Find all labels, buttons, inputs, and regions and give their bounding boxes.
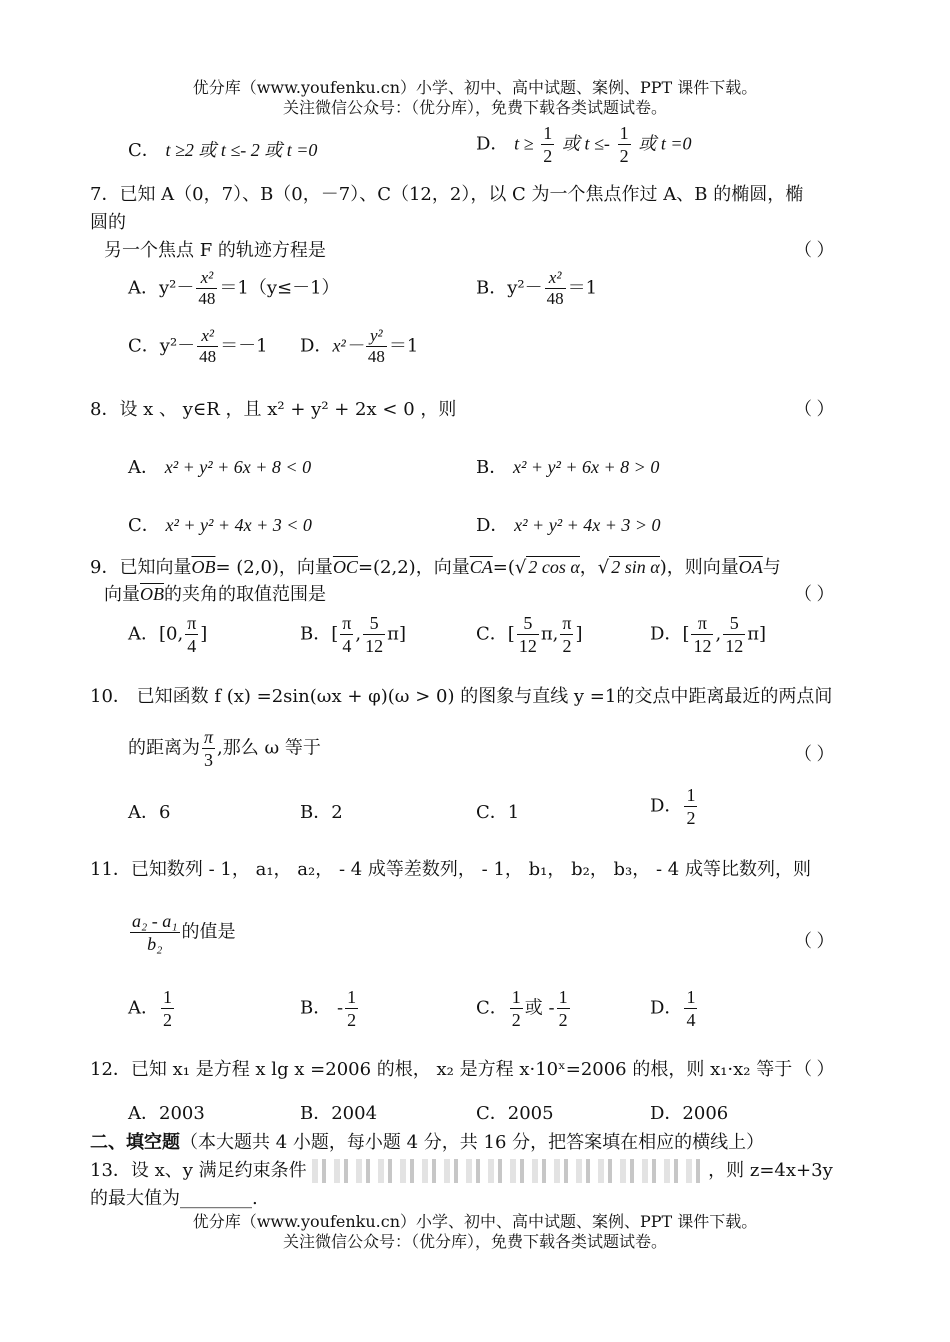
q9-stem-line1: 9．已知向量$\overline{OB}= (2,0)$，向量$\overline{OC}=(2,2)$，向量$\overline{CA}=(√$ 2 cos α，√ 2 sin α)，则向量$\overline{OA}$与	[90, 557, 781, 578]
fraction: $\frac{\pi}{4}$	[342, 613, 352, 656]
fraction: $\frac{5}{12}$	[725, 613, 744, 656]
q7-option-a[interactable]: A．y²－ $\frac{\text{x²}}{48}$ ＝1（y≤－1）	[128, 268, 340, 308]
fraction: $\frac{1}{2}$	[558, 987, 568, 1030]
q8-option-b[interactable]: B． x² + y² + 6x + 8 > 0	[476, 457, 660, 478]
q7-answer-paren[interactable]: （ ）	[794, 240, 835, 260]
fraction: $\frac{\text{x²}}{48}$	[199, 326, 217, 366]
q9-option-d[interactable]: D．[ $\frac{\pi}{12}$ , $\frac{5}{12}$ π]	[650, 613, 767, 656]
q8-answer-paren[interactable]: （ ）	[794, 399, 835, 419]
section-title: 二、填空题	[90, 1132, 180, 1153]
fraction: $\frac{\pi}{4}$	[187, 613, 197, 656]
footer-line-2: 关注微信公众号：（优分库），免费下载各类试题试卷。	[282, 1232, 667, 1251]
q11-option-a[interactable]: A． $\frac{1}{2}$	[128, 987, 172, 1030]
option-label: C．	[128, 140, 160, 161]
q7-option-c[interactable]: C．y²－ $\frac{\text{x²}}{48}$ ＝－1	[128, 326, 268, 366]
q13-stem-line2[interactable]: 的最大值为________.	[90, 1188, 258, 1209]
fraction: $\frac{1}{2}$	[543, 123, 553, 166]
q6-option-c[interactable]	[128, 136, 317, 162]
q10-stem-line2: 的距离为 $\frac{\pi}{3}$ ,那么 ω 等于	[128, 727, 321, 770]
option-text: 或 t ≤-	[562, 133, 610, 154]
fraction: $\frac{1}{2}$	[347, 987, 357, 1030]
q7-option-b[interactable]: B．y²－ $\frac{\text{x²}}{48}$ ＝1	[476, 268, 598, 308]
option-text: t ≥	[514, 133, 534, 154]
section-2-heading	[90, 1128, 764, 1154]
q12-answer-paren[interactable]: （ ）	[794, 1059, 835, 1079]
q10-answer-paren[interactable]: （ ）	[794, 744, 835, 764]
fraction: $\frac{\text{a₂ - a₁}}{\text{b₂}}$	[132, 911, 178, 954]
header-line-1: 优分库（www.youfenku.cn）小学、初中、高中试题、案例、PPT 课件下载。	[192, 78, 758, 97]
option-label: D．	[476, 133, 509, 155]
q10-option-a[interactable]: A．6	[128, 802, 171, 823]
q8-stem: 8．设 x 、 y∈R ，且 x² + y² + 2x < 0 ，则	[90, 399, 457, 420]
q10-option-d[interactable]: D． $\frac{1}{2}$	[650, 785, 696, 828]
fraction: $\frac{1}{2}$	[163, 987, 172, 1030]
q7-stem-line2: 圆的	[90, 212, 126, 233]
fraction: $\frac{1}{2}$	[511, 987, 521, 1030]
fraction: $\frac{\text{x²}}{48}$	[546, 268, 564, 308]
q11-stem: 11．已知数列 - 1， a₁， a₂， - 4 成等差数列， - 1， b₁， b₂， b₃， - 4 成等比数列，则	[90, 859, 811, 880]
q11-expression: $\frac{\text{a₂ - a₁}}{\text{b₂}}$ 的值是	[132, 911, 236, 954]
q9-option-c[interactable]: C．[ $\frac{5}{12}$ π, $\frac{\pi}{2}$ ]	[476, 613, 583, 656]
fraction: $\frac{\pi}{12}$	[693, 613, 712, 656]
vector-ca: $\overline{CA}$	[469, 557, 493, 577]
q10-option-b[interactable]: B．2	[300, 802, 343, 823]
section-desc: （本大题共 4 小题，每小题 4 分，共 16 分，把答案填在相应的横线上）	[180, 1132, 765, 1153]
fraction: $\frac{1}{2}$	[619, 123, 629, 166]
q7-stem-line1: 7．已知 A（0，7）、B（0，－7）、C（12，2），以 C 为一个焦点作过 A、B 的椭圆，椭	[90, 184, 804, 205]
fraction: $\frac{\text{x²}}{48}$	[198, 268, 216, 308]
q12-stem: 12．已知 x₁ 是方程 x lg x =2006 的根， x₂ 是方程 x·10ˣ=2006 的根，则 x₁·x₂ 等于	[90, 1059, 793, 1080]
q12-option-d[interactable]: D．2006	[650, 1103, 729, 1124]
q9-option-a[interactable]: A．[0, $\frac{\pi}{4}$ ]	[128, 613, 208, 656]
q12-option-c[interactable]: C．2005	[476, 1103, 554, 1124]
header-line-2: 关注微信公众号：（优分库），免费下载各类试题试卷。	[282, 98, 667, 117]
fraction: $\frac{1}{2}$	[686, 785, 696, 828]
q9-stem-line2: 向量$\overline{OB}$的夹角的取值范围是	[104, 584, 326, 605]
q11-answer-paren[interactable]: （ ）	[794, 931, 835, 951]
q6-option-d[interactable]	[476, 122, 692, 167]
q9-option-b[interactable]: B．[ $\frac{\pi}{4}$ , $\frac{5}{12}$ π]	[300, 613, 406, 656]
option-text: t ≥2 或 t ≤- 2 或 t =0	[165, 140, 318, 160]
option-text: 或 t =0	[638, 133, 692, 154]
footer-line-1: 优分库（www.youfenku.cn）小学、初中、高中试题、案例、PPT 课件下载。	[192, 1212, 758, 1231]
q8-option-c[interactable]: C． x² + y² + 4x + 3 < 0	[128, 515, 312, 536]
q11-option-d[interactable]: D． $\frac{1}{4}$	[650, 987, 696, 1030]
q7-stem-line3: 另一个焦点 F 的轨迹方程是	[104, 240, 326, 261]
vector-ob: $\overline{OB}$	[140, 584, 164, 604]
vector-oa: $\overline{OA}$	[738, 557, 763, 577]
q11-option-b[interactable]: B． - $\frac{1}{2}$	[300, 987, 357, 1030]
vector-oc: $\overline{OC}$	[332, 557, 358, 577]
q11-option-c[interactable]: C． $\frac{1}{2}$ 或 - $\frac{1}{2}$	[476, 987, 568, 1030]
fraction: $\frac{5}{12}$	[365, 613, 384, 656]
q13-stem-line1: 13．设 x、y 满足约束条件 ，则 z=4x+3y	[90, 1160, 833, 1181]
fraction: $\frac{5}{12}$	[518, 613, 537, 656]
q8-option-a[interactable]: A． x² + y² + 6x + 8 < 0	[128, 457, 312, 478]
sqrt-icon: √	[514, 557, 527, 578]
fraction: $\frac{1}{4}$	[686, 987, 696, 1030]
fraction: $\frac{\text{y²}}{48}$	[367, 326, 385, 366]
q7-option-d[interactable]: D．x²－ $\frac{\text{y²}}{48}$ ＝1	[300, 326, 419, 366]
q10-stem-line1: 10． 已知函数 f (x) =2sin(ωx + φ)(ω > 0) 的图象与直线 y =1的交点中距离最近的两点间	[90, 686, 833, 707]
q12-option-a[interactable]: A．2003	[128, 1103, 205, 1124]
fraction: $\frac{\pi}{3}$	[204, 727, 214, 770]
fraction: $\frac{\pi}{2}$	[562, 613, 572, 656]
q10-option-c[interactable]: C．1	[476, 802, 520, 823]
q9-answer-paren[interactable]: （ ）	[794, 584, 835, 604]
constraint-image	[312, 1159, 702, 1183]
q8-option-d[interactable]: D． x² + y² + 4x + 3 > 0	[476, 515, 661, 536]
sqrt-icon: √	[597, 557, 610, 578]
vector-ob: $\overline{OB}$	[191, 557, 216, 577]
q12-option-b[interactable]: B．2004	[300, 1103, 378, 1124]
